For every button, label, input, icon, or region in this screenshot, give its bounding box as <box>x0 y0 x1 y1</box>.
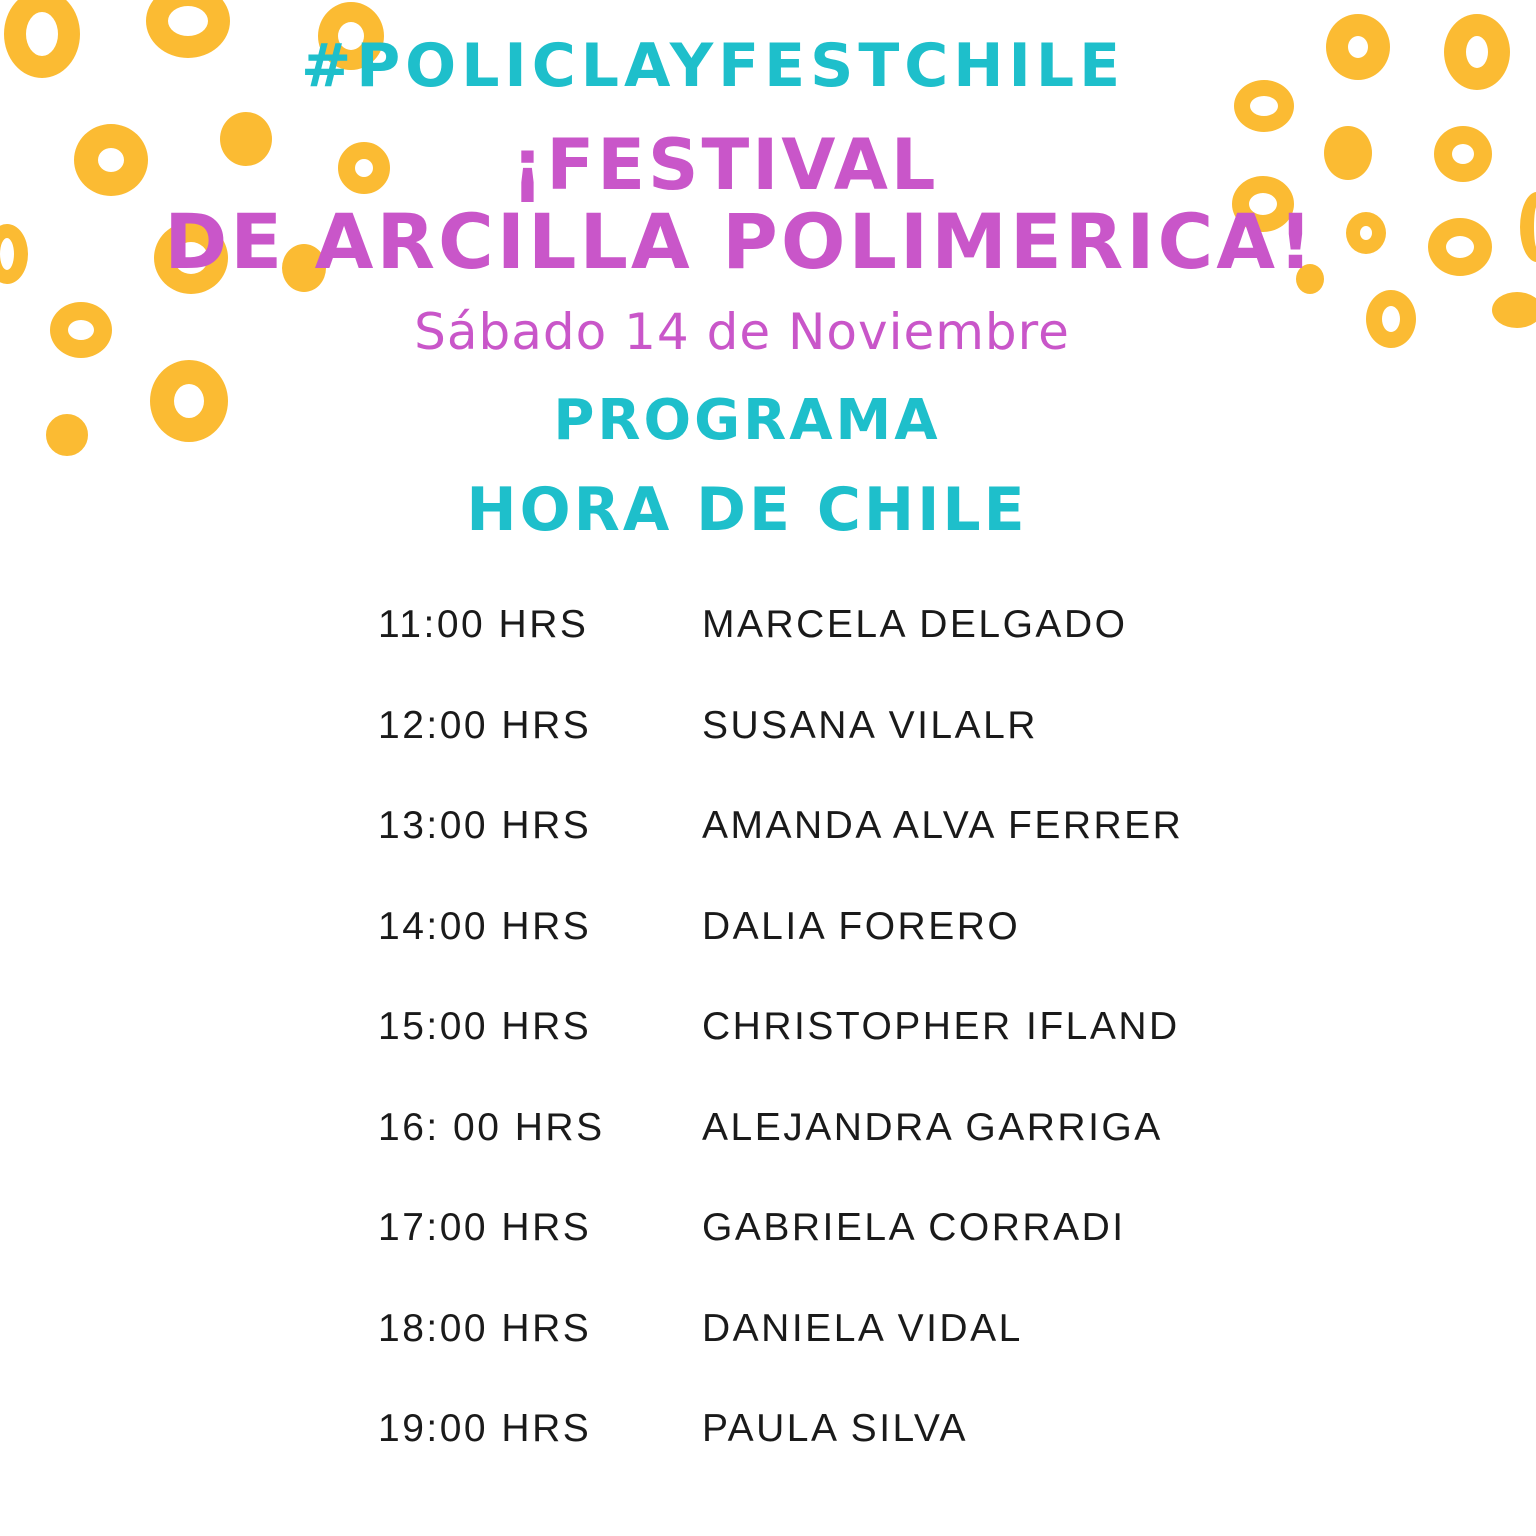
timezone-heading: HORA DE CHILE <box>466 475 1028 545</box>
schedule-row <box>378 899 1278 1000</box>
schedule-row <box>378 1301 1278 1402</box>
hashtag-heading: #POLICLAYFESTCHILE <box>300 31 1126 101</box>
schedule-row <box>378 1100 1278 1201</box>
schedule-row <box>378 798 1278 899</box>
schedule-time: 15:00 HRS <box>378 1005 592 1048</box>
schedule-artist: DANIELA VIDAL <box>702 1306 1023 1350</box>
schedule-list <box>378 597 1278 1502</box>
ring-dot-icon <box>1520 192 1536 262</box>
schedule-artist: GABRIELA CORRADI <box>702 1206 1126 1249</box>
schedule-time: 16: 00 HRS <box>378 1105 605 1149</box>
schedule-row <box>378 597 1278 698</box>
schedule-artist: SUSANA VILALR <box>702 703 1038 747</box>
schedule-time: 12:00 HRS <box>378 703 592 747</box>
festival-title-line-1: ¡FESTIVAL <box>511 124 939 206</box>
schedule-artist: AMANDA ALVA FERRER <box>702 804 1184 847</box>
schedule-time: 14:00 HRS <box>378 904 592 948</box>
schedule-time: 11:00 HRS <box>378 603 589 646</box>
event-date: Sábado 14 de Noviembre <box>414 303 1070 361</box>
schedule-time: 18:00 HRS <box>378 1306 592 1350</box>
program-heading: PROGRAMA <box>553 388 941 453</box>
schedule-artist: CHRISTOPHER IFLAND <box>702 1005 1180 1048</box>
schedule-row <box>378 1200 1278 1301</box>
ring-dot-icon <box>1492 292 1536 328</box>
schedule-row <box>378 698 1278 799</box>
schedule-artist: ALEJANDRA GARRIGA <box>702 1105 1163 1149</box>
schedule-row <box>378 1401 1278 1502</box>
schedule-artist: DALIA FORERO <box>702 904 1021 948</box>
schedule-time: 13:00 HRS <box>378 804 592 847</box>
schedule-artist: PAULA SILVA <box>702 1407 968 1450</box>
schedule-row <box>378 999 1278 1100</box>
schedule-time: 17:00 HRS <box>378 1206 592 1249</box>
schedule-time: 19:00 HRS <box>378 1407 592 1450</box>
ring-dot-icon <box>1444 14 1510 90</box>
schedule-artist: MARCELA DELGADO <box>702 603 1128 646</box>
festival-title-line-2: DE ARCILLA POLIMERICA! <box>164 197 1316 286</box>
